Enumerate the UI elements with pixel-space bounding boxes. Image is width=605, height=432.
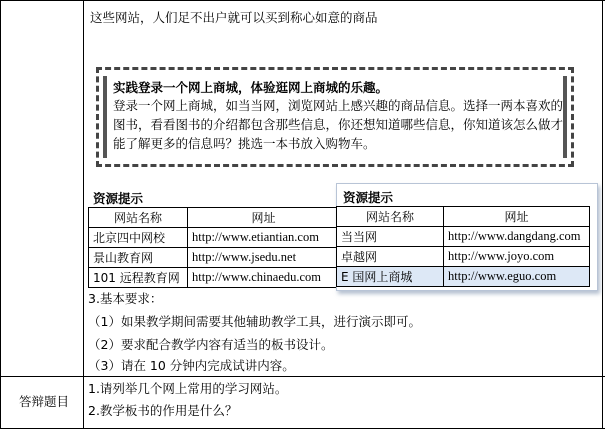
site-name: 101 远程教育网 [89, 268, 188, 288]
table-row [89, 268, 340, 288]
practice-line-1: 登录一个网上商城，如当当网，浏览网站上感兴趣的商品信息。选择一两本喜欢的 [113, 98, 564, 113]
requirement-item-1: （1）如果教学期间需要其他辅助教学工具，进行演示即可。 [88, 314, 421, 329]
table-row-highlighted [337, 267, 590, 287]
table-border-right [602, 0, 603, 429]
site-name: 景山教育网 [89, 248, 188, 268]
table-border-top [0, 0, 605, 1]
defense-label: 答辩题目 [19, 394, 70, 409]
table-border-divider [83, 0, 84, 429]
practice-box-left-rule [103, 76, 107, 158]
table-row [89, 248, 340, 268]
requirement-item-2: （2）要求配合教学内容有适当的板书设计。 [88, 337, 334, 352]
practice-title: 实践登录一个网上商城，体验逛网上商城的乐趣。 [113, 80, 389, 95]
requirement-item-3: （3）请在 10 分钟内完成试讲内容。 [88, 358, 295, 373]
resource-left-table [88, 207, 340, 288]
header-url: 网址 [444, 207, 590, 227]
practice-line-3: 能了解更多的信息吗？挑选一本书放入购物车。 [113, 136, 376, 151]
table-row [337, 227, 590, 247]
site-url: http://www.joyo.com [444, 247, 590, 267]
table-header-row [337, 207, 590, 227]
table-header-row [89, 208, 340, 228]
site-url: http://www.jsedu.net [188, 248, 340, 268]
header-site-name: 网站名称 [89, 208, 188, 228]
intro-text: 这些网站，人们足不出户就可以买到称心如意的商品 [90, 10, 378, 25]
table-border-mid [0, 376, 605, 377]
defense-question-2: 2.教学板书的作用是什么？ [88, 403, 238, 418]
resource-left-title: 资源提示 [93, 191, 144, 206]
resource-right-table [336, 206, 590, 287]
defense-question-1: 1.请列举几个网上常用的学习网站。 [88, 381, 288, 396]
site-name: E 国网上商城 [337, 267, 444, 287]
table-border-bottom [0, 428, 605, 429]
site-name: 卓越网 [337, 247, 444, 267]
table-row [89, 228, 340, 248]
table-border-left [0, 0, 1, 429]
resource-right-title: 资源提示 [343, 190, 394, 205]
requirements-heading: 3.基本要求： [88, 291, 163, 306]
site-url: http://www.dangdang.com [444, 227, 590, 247]
header-url: 网址 [188, 208, 340, 228]
table-row [337, 247, 590, 267]
site-url: http://www.eguo.com [444, 267, 590, 287]
header-site-name: 网站名称 [337, 207, 444, 227]
site-url: http://www.chinaedu.com [188, 268, 340, 288]
practice-box-right-rule [563, 76, 567, 158]
site-url: http://www.etiantian.com [188, 228, 340, 248]
site-name: 北京四中网校 [89, 228, 188, 248]
practice-line-2: 图书，看看图书的介绍都包含那些信息，你还想知道哪些信息，你知道该怎么做才 [113, 117, 564, 132]
site-name: 当当网 [337, 227, 444, 247]
